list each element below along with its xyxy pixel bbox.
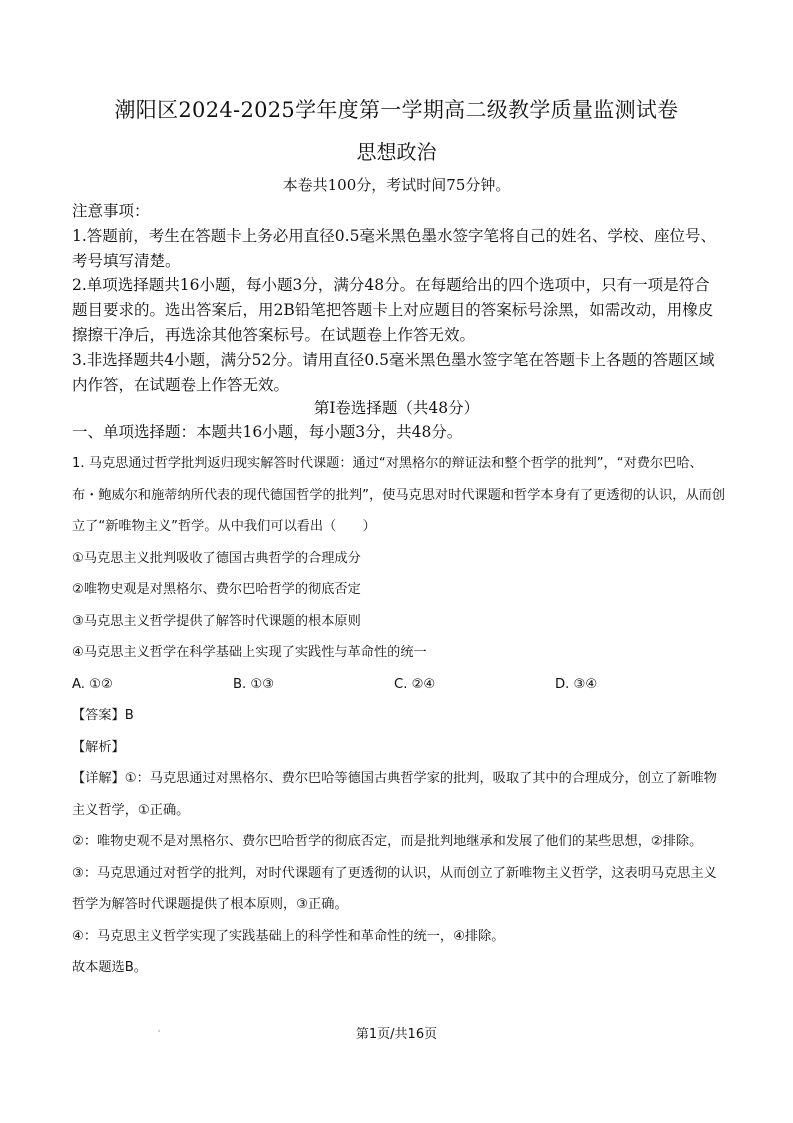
question-stem: 1. 马克思通过哲学批判返归现实解答时代课题：通过“对黑格尔的辩证法和整个哲学的批判”，“对费尔巴哈、布・鲍威尔和施蒂纳所代表的现代德国哲学的批判”，使马克思对时代课题和哲学本身有了更透彻的认识，从而创立了“新唯物主义”哲学。从中我们可以看出（ ） (72, 456, 726, 534)
notice-item: 3.非选择题共4小题，满分52分。请用直径0.5毫米黑色墨水签字笔在答题卡上各题的答题区域内作答，在试题卷上作答无效。 (72, 350, 715, 394)
choice-c: C. ②④ (394, 676, 436, 692)
part-heading: 一、单项选择题：本题共16小题，每小题3分，共48分。 (72, 423, 463, 441)
choice-d: D. ③④ (555, 676, 598, 692)
notice-heading: 注意事项： (72, 202, 150, 220)
analysis-paragraph: 【详解】①：马克思通过对黑格尔、费尔巴哈等德国古典哲学家的批判，吸取了其中的合理成分，创立了新唯物主义哲学，①正确。 (72, 771, 717, 818)
volume-heading: 第Ⅰ卷选择题（共48分） (313, 399, 480, 417)
answer-line: 【答案】B (72, 708, 134, 723)
exam-title: 潮阳区2024-2025学年度第一学期高二级教学质量监测试卷 (114, 98, 679, 122)
statement-4: ④马克思主义哲学在科学基础上实现了实践性与革命性的统一 (72, 645, 427, 660)
choice-row (72, 669, 726, 701)
subject-title: 思想政治 (356, 140, 437, 164)
analysis-paragraph: ③：马克思通过对哲学的批判，对时代课题有了更透彻的认识，从而创立了新唯物主义哲学，这表明马克思主义哲学为解答时代课题提供了根本原则，③正确。 (72, 865, 717, 912)
analysis-paragraph: ②：唯物史观不是对黑格尔、费尔巴哈哲学的彻底否定，而是批判地继承和发展了他们的某些思想，②排除。 (72, 834, 703, 849)
analysis-label: 【解析】 (72, 739, 125, 755)
choice-a: A. ①② (72, 676, 113, 692)
notice-item: 2.单项选择题共16小题，每小题3分，满分48分。在每题给出的四个选项中，只有一项是符合题目要求的。选出答案后，用2B铅笔把答题卡上对应题目的答案标号涂黑，如需改动，用橡皮擦擦干净后，再选涂其他答案标号。在试题卷上作答无效。 (72, 276, 714, 344)
choice-b: B. ①③ (233, 676, 275, 692)
notice-item: 1.答题前，考生在答题卡上务必用直径0.5毫米黑色墨水签字笔将自己的姓名、学校、座位号、考号填写清楚。 (72, 226, 716, 270)
conclusion-line: 故本题选B。 (72, 960, 147, 975)
analysis-paragraph: ④：马克思主义哲学实现了实践基础上的科学性和革命性的统一，④排除。 (72, 928, 505, 944)
notice-block (72, 199, 724, 397)
statement-3: ③马克思主义哲学提供了解答时代课题的根本原则 (72, 613, 361, 629)
exam-info: 本卷共100分，考试时间75分钟。 (282, 176, 511, 194)
page-footer: 第1页/共16页 (355, 1027, 438, 1042)
statement-2: ②唯物史观是对黑格尔、费尔巴哈哲学的彻底否定 (72, 582, 361, 597)
question-1 (72, 448, 726, 984)
statement-1: ①马克思主义批判吸收了德国古典哲学的合理成分 (72, 550, 361, 566)
